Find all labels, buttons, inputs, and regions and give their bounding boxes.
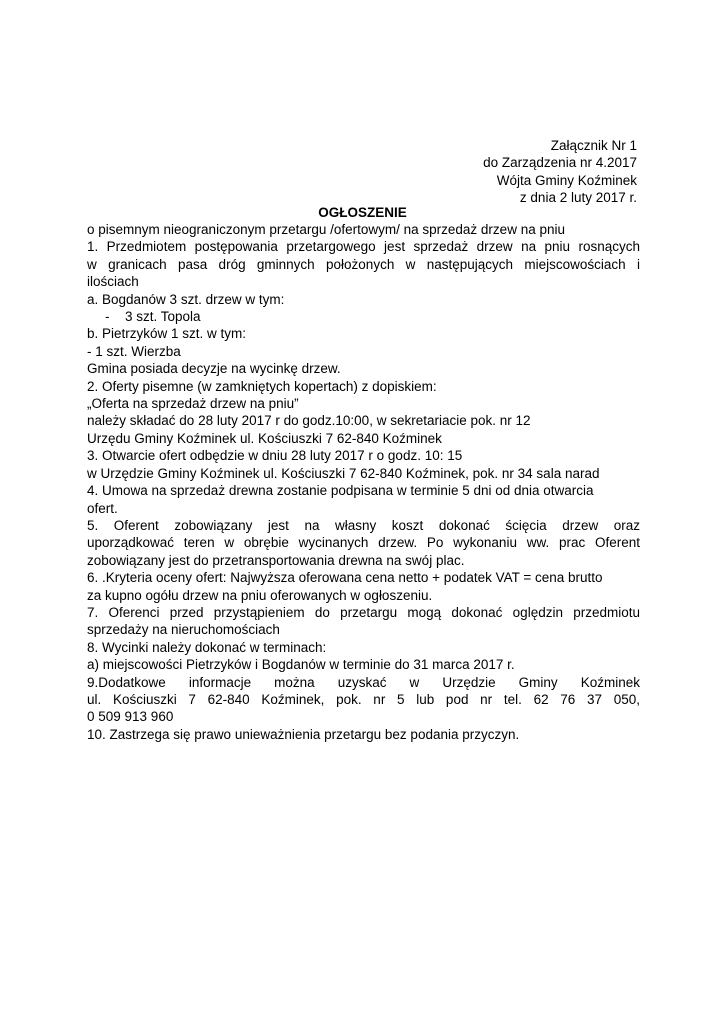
text-line: 10. Zastrzega się prawo unieważnienia przetargu bez podania przyczyn. (87, 726, 520, 742)
announcement-body (87, 221, 640, 743)
header-line: do Zarządzenia nr 4.2017 (483, 155, 637, 171)
text-line: „Oferta na sprzedaż drzew na pniu” (87, 396, 299, 412)
text-line: b. Pietrzyków 1 szt. w tym: (87, 326, 247, 342)
text-line: zobowiązany jest do przetransportowania drewna na swój plac. (87, 552, 465, 568)
header-line: z dnia 2 luty 2017 r. (519, 190, 637, 206)
text-line: w granicach pasa dróg gminnych położonych w następujących miejscowościach i (87, 256, 640, 272)
list-item (87, 308, 640, 325)
text-line: 9.Dodatkowe informacje można uzyskać w Urzędzie Gminy Koźminek (87, 674, 640, 690)
text-line: Gmina posiada decyzje na wycinkę drzew. (87, 361, 341, 377)
text-line: 3. Otwarcie ofert odbędzie w dniu 28 luty 2017 r o godz. 10: 15 (87, 448, 463, 464)
text-line: 6. .Kryteria oceny ofert: Najwyższa oferowana cena netto + podatek VAT = cena brutto (87, 570, 603, 586)
header-line: Wójta Gminy Koźminek (496, 172, 637, 188)
text-line: ofert. (87, 500, 118, 516)
text-line: - 1 szt. Wierzba (87, 343, 181, 359)
text-line: za kupno ogółu drzew na pniu oferowanych w ogłoszeniu. (87, 587, 433, 603)
text-line: 2. Oferty pisemne (w zamkniętych kopertach) z dopiskiem: (87, 378, 437, 394)
text-line: a. Bogdanów 3 szt. drzew w tym: (87, 291, 285, 307)
text-line: 0 509 913 960 (87, 709, 174, 725)
list-item-text: 3 szt. Topola (125, 309, 201, 325)
attachment-header (483, 137, 637, 207)
text-line: ilościach (87, 274, 139, 290)
text-line: 7. Oferenci przed przystąpieniem do przetargu mogą dokonać oględzin przedmiotu (87, 604, 640, 620)
text-line: ul. Kościuszki 7 62-840 Koźminek, pok. nr 5 lub pod nr tel. 62 76 37 050, (87, 691, 640, 707)
text-line: a) miejscowości Pietrzyków i Bogdanów w terminie do 31 marca 2017 r. (87, 657, 515, 673)
text-line: 4. Umowa na sprzedaż drewna zostanie podpisana w terminie 5 dni od dnia otwarcia (87, 483, 594, 499)
text-line: sprzedaży na nieruchomościach (87, 622, 280, 638)
text-line: należy składać do 28 luty 2017 r do godz.10:00, w sekretariacie pok. nr 12 (87, 413, 531, 429)
text-line: uporządkować teren w obrębie wycinanych drzew. Po wykonaniu ww. prac Oferent (87, 535, 640, 551)
text-line: 8. Wycinki należy dokonać w terminach: (87, 639, 327, 655)
dash-bullet: - (105, 309, 110, 325)
text-line: 1. Przedmiotem postępowania przetargowego jest sprzedaż drzew na pniu rosnących (87, 239, 640, 255)
document-title: OGŁOSZENIE (318, 205, 407, 220)
text-line: w Urzędzie Gminy Koźminek ul. Kościuszki 7 62-840 Koźminek, pok. nr 34 sala narad (87, 465, 600, 481)
text-line: Urzędu Gminy Koźminek ul. Kościuszki 7 62-840 Koźminek (87, 430, 442, 446)
text-line: 5. Oferent zobowiązany jest na własny koszt dokonać ścięcia drzew oraz (87, 517, 640, 533)
text-line: o pisemnym nieograniczonym przetargu /ofertowym/ na sprzedaż drzew na pniu (87, 222, 565, 237)
header-line: Załącznik Nr 1 (550, 138, 637, 153)
